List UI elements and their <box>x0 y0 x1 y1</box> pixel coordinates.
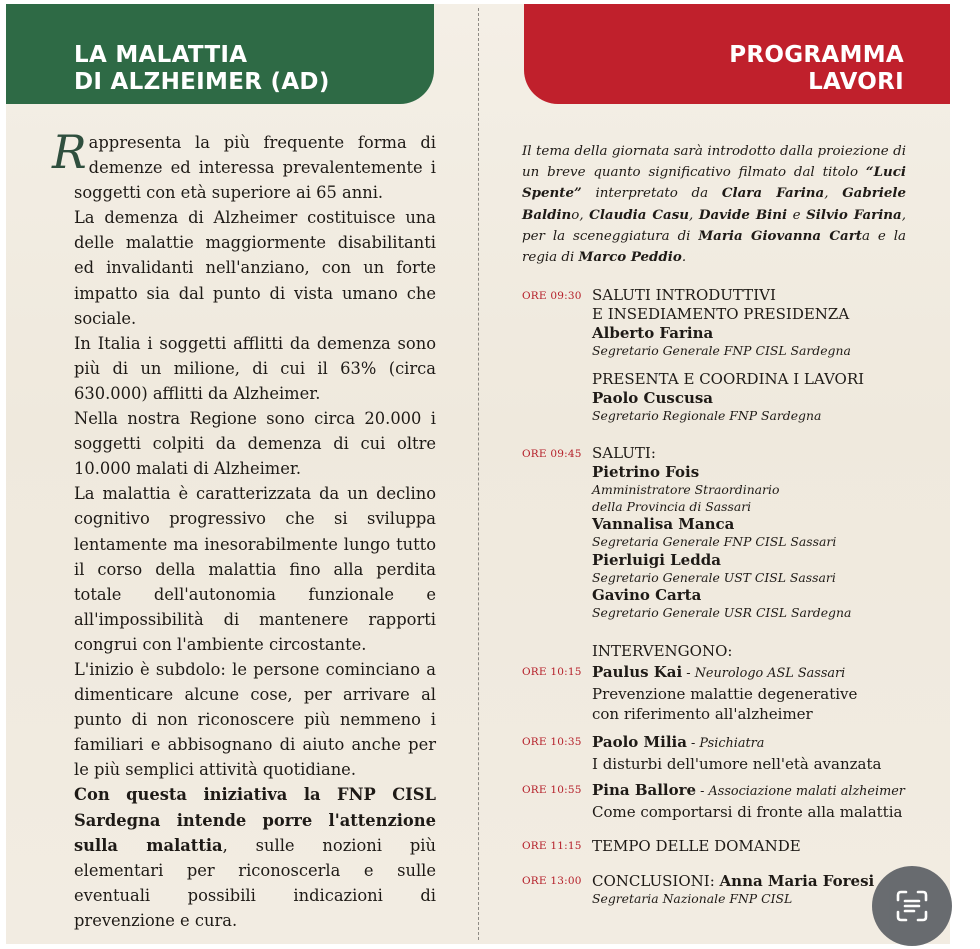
speaker-role: Segretario Regionale FNP Sardegna <box>592 407 822 423</box>
interventions-heading: INTERVENGONO: <box>592 642 733 660</box>
left-header-line-1: LA MALATTIA <box>74 42 248 68</box>
scan-text-icon <box>892 886 932 926</box>
conclusions-1300: ORE 13:00 CONCLUSIONI: Anna Maria Foresi Segretaria Nazionale FNP CISL <box>522 872 875 906</box>
speaker-role: Segretario Generale FNP CISL Sardegna <box>592 343 851 358</box>
alzheimer-description <box>52 125 436 933</box>
speaker-name: Paolo Cuscusa <box>592 388 714 407</box>
closing-bold: Con questa iniziativa la FNP CISL Sardegna intende porre l'attenzione sulla malattia <box>74 785 436 855</box>
speaker-name: Vannalisa Manca <box>592 515 735 533</box>
left-header <box>6 4 434 104</box>
speaker-name: Pietrino Fois <box>592 463 700 481</box>
paragraph-3: In Italia i soggetti afflitti da demenza sono più di un milione, di cui il 63% (circa 630.000) afflitti da Alzheimer. <box>74 333 436 403</box>
paragraph-closing <box>74 782 436 933</box>
time-label: ORE 09:30 <box>522 290 582 302</box>
time-label: ORE 09:45 <box>522 448 582 460</box>
speaker-name: Gavino Carta <box>592 586 702 604</box>
questions-1115: ORE 11:15 TEMPO DELLE DOMANDE <box>522 837 801 855</box>
scan-text-button[interactable] <box>872 866 952 946</box>
brochure-page <box>6 4 950 944</box>
time-label: ORE 11:15 <box>522 840 582 852</box>
paragraph-6: L'inizio è subdolo: le persone cominciano a dimenticare alcune cose, per arrivare al punto di non riconoscere più nemmeno i familiari e abbisognano di aiuto anche per le più semplici attività quotidiane. <box>74 659 436 780</box>
schedule-block-0945: ORE 09:45 SALUTI: Pietrino Fois Amministratore Straordinario della Provincia di Sassari Vannalisa Manca Segretaria Generale FNP CISL Sassari Pierluigi Ledda Segretario Generale UST CISL Sassari Gavino Carta Segretario Generale USR CISL Sardegna <box>522 444 932 622</box>
talk-1055: ORE 10:55 Pina Ballore - Associazione malati alzheimer Come comportarsi di fronte alla malattia <box>522 781 905 821</box>
paragraph-2: La demenza di Alzheimer costituisce una delle malattie maggiormente disabilitanti ed invalidanti nell'anziano, con un forte impatto sia dal punto di vista umano che sociale. <box>74 208 436 328</box>
talk-1035: ORE 10:35 Paolo Milia - Psichiatra I disturbi dell'umore nell'età avanzata <box>522 733 882 773</box>
paragraph-4: Nella nostra Regione sono circa 20.000 i soggetti colpiti da demenza di cui oltre 10.000 malati di Alzheimer. <box>74 409 436 479</box>
fold-divider <box>478 8 479 940</box>
program-intro: Il tema della giornata sarà introdotto dalla proiezione di un breve quanto significativo filmato dal titolo “Luci Spente” interpretato da Clara Farina, Gabriele Baldino, Claudia Casu, Davide Bini e Silvio Farina, per la sceneggiatura di Maria Giovanna Carta e la regia di Marco Peddio. <box>522 144 906 266</box>
left-header-line-2: DI ALZHEIMER (AD) <box>74 69 330 95</box>
right-header-line-2: LAVORI <box>808 69 904 95</box>
time-label: ORE 10:15 <box>522 666 582 678</box>
dropcap-letter: R <box>52 125 87 179</box>
time-label: ORE 10:55 <box>522 784 582 796</box>
speaker-name: Alberto Farina <box>592 324 714 342</box>
paragraph-5: La malattia è caratterizzata da un declino cognitivo progressivo che si sviluppa lentamente ma inesorabilmente lungo tutto il corso della malattia fino alla perdita totale dell'autonomia funzionale e all'impossibilità di mantenere rapporti congrui con l'ambiente circostante. <box>74 484 436 654</box>
talk-1015: ORE 10:15 Paulus Kai - Neurologo ASL Sassari Prevenzione malattie degenerative con riferimento all'alzheimer <box>522 663 858 723</box>
paragraph-1: Rappresenta la più frequente forma di demenze ed interessa prevalentemente i soggetti con età superiore ai 65 anni. <box>52 125 436 203</box>
closing-rest: , sulle nozioni più elementari per riconoscerla e sulle eventuali possibili indicazioni di prevenzione e cura. <box>74 835 436 930</box>
schedule-block-0930: ORE 09:30 SALUTI INTRODUTTIVI E INSEDIAMENTO PRESIDENZA Alberto Farina Segretario Generale FNP CISL Sardegna PRESENTA E COORDINA I LAVORI Paolo Cuscusa Segretario Regionale FNP Sardegna <box>522 286 932 424</box>
speaker-name: Pierluigi Ledda <box>592 550 721 569</box>
right-header-line-1: PROGRAMMA <box>729 42 904 68</box>
time-label: ORE 10:35 <box>522 736 582 748</box>
time-label: ORE 13:00 <box>522 875 582 887</box>
right-header <box>524 4 950 104</box>
